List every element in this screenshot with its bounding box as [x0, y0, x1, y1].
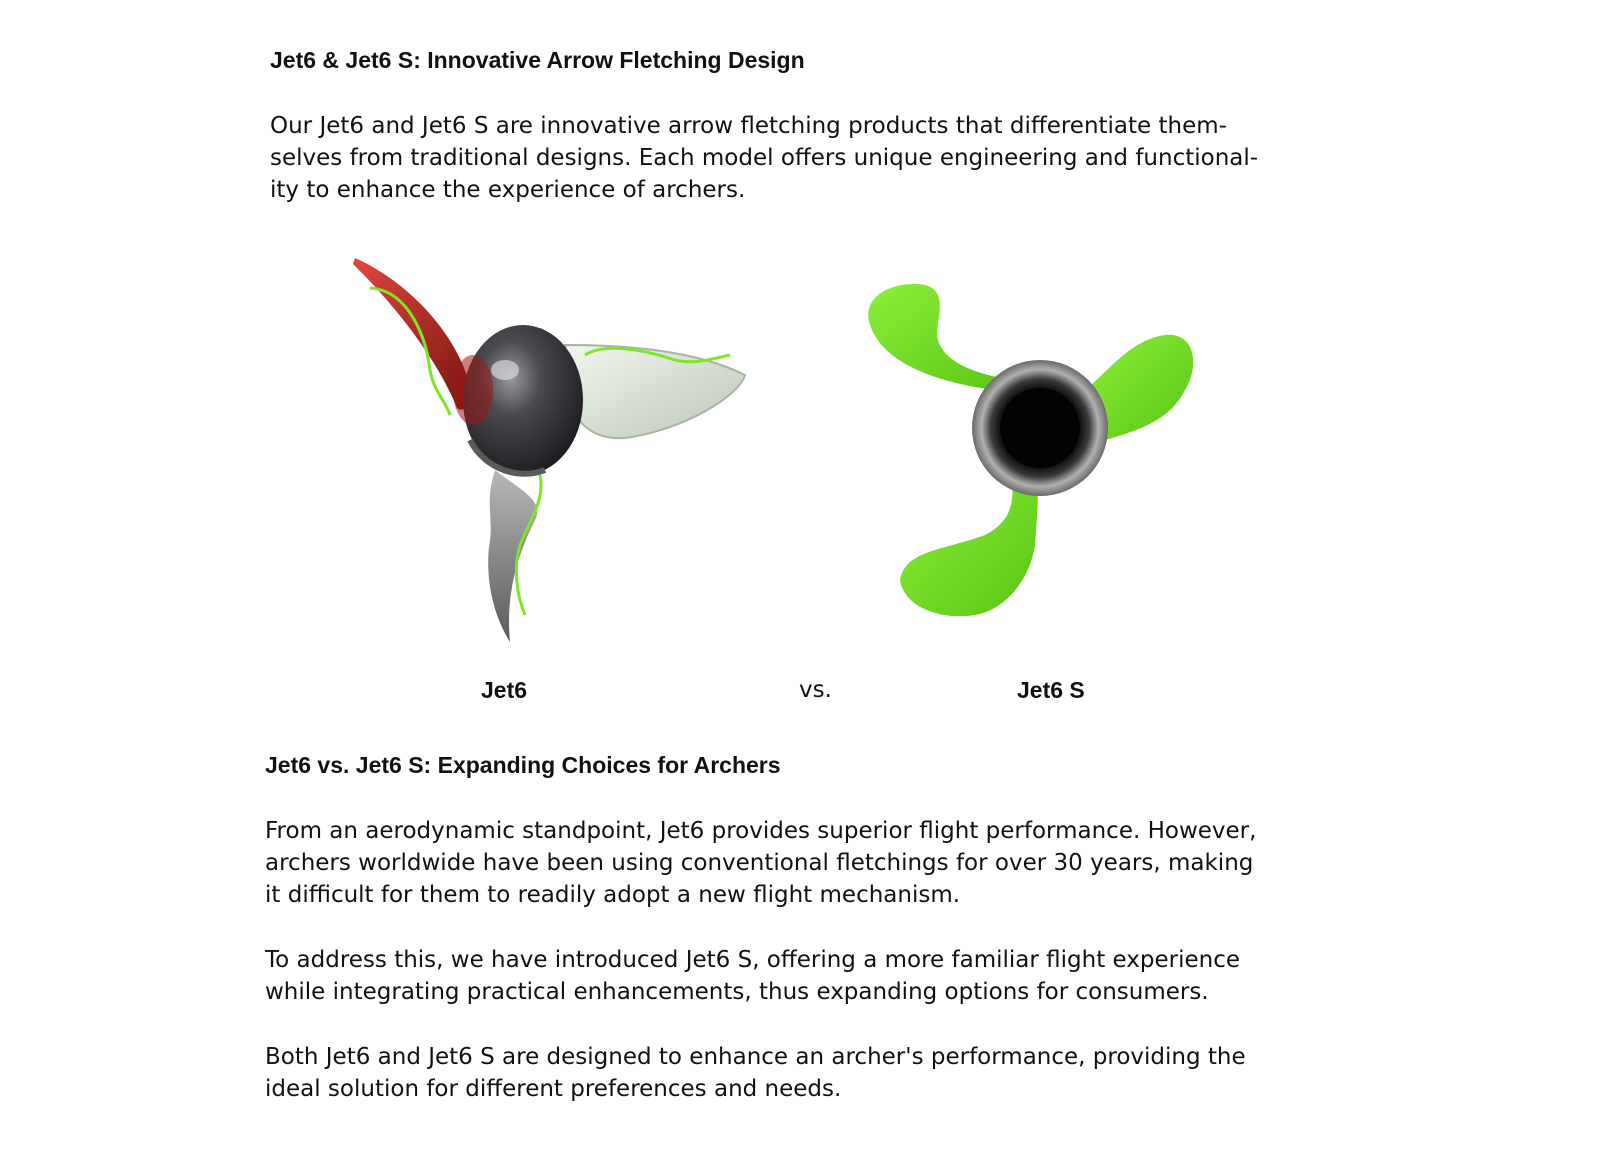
intro-line: selves from traditional designs. Each model offers unique engineering and functional- — [270, 145, 1259, 171]
intro-line: Our Jet6 and Jet6 S are innovative arrow fletching products that differentiate them- — [270, 113, 1227, 139]
caption-vs: vs. — [799, 677, 832, 703]
intro-paragraph — [270, 110, 1320, 206]
page-title: Jet6 & Jet6 S: Innovative Arrow Fletching Design — [270, 47, 805, 73]
jet6-product-image — [345, 250, 765, 660]
jet6s-intro-paragraph — [265, 944, 1325, 1008]
paragraph-line: it difficult for them to readily adopt a new flight mechanism. — [265, 882, 961, 908]
aerodynamics-paragraph — [265, 815, 1325, 911]
jet6-red-vane — [353, 258, 471, 410]
intro-line: ity to enhance the experience of archers. — [270, 177, 746, 203]
paragraph-line: while integrating practical enhancements, thus expanding options for consumers. — [265, 979, 1209, 1005]
summary-paragraph — [265, 1041, 1325, 1105]
jet6s-blade-top-left — [868, 284, 1015, 390]
caption-jet6s: Jet6 S — [1017, 677, 1085, 703]
section-heading: Jet6 vs. Jet6 S: Expanding Choices for Archers — [265, 752, 781, 778]
jet6s-product-image — [865, 280, 1225, 640]
paragraph-line: From an aerodynamic standpoint, Jet6 provides superior flight performance. However, — [265, 818, 1257, 844]
jet6-grey-vane — [488, 470, 537, 642]
paragraph-line: Both Jet6 and Jet6 S are designed to enhance an archer's performance, providing the — [265, 1044, 1246, 1070]
caption-jet6: Jet6 — [481, 677, 528, 703]
paragraph-line: ideal solution for different preferences and needs. — [265, 1076, 842, 1102]
paragraph-line: To address this, we have introduced Jet6 S, offering a more familiar flight experience — [265, 947, 1240, 973]
paragraph-line: archers worldwide have been using conventional fletchings for over 30 years, making — [265, 850, 1254, 876]
